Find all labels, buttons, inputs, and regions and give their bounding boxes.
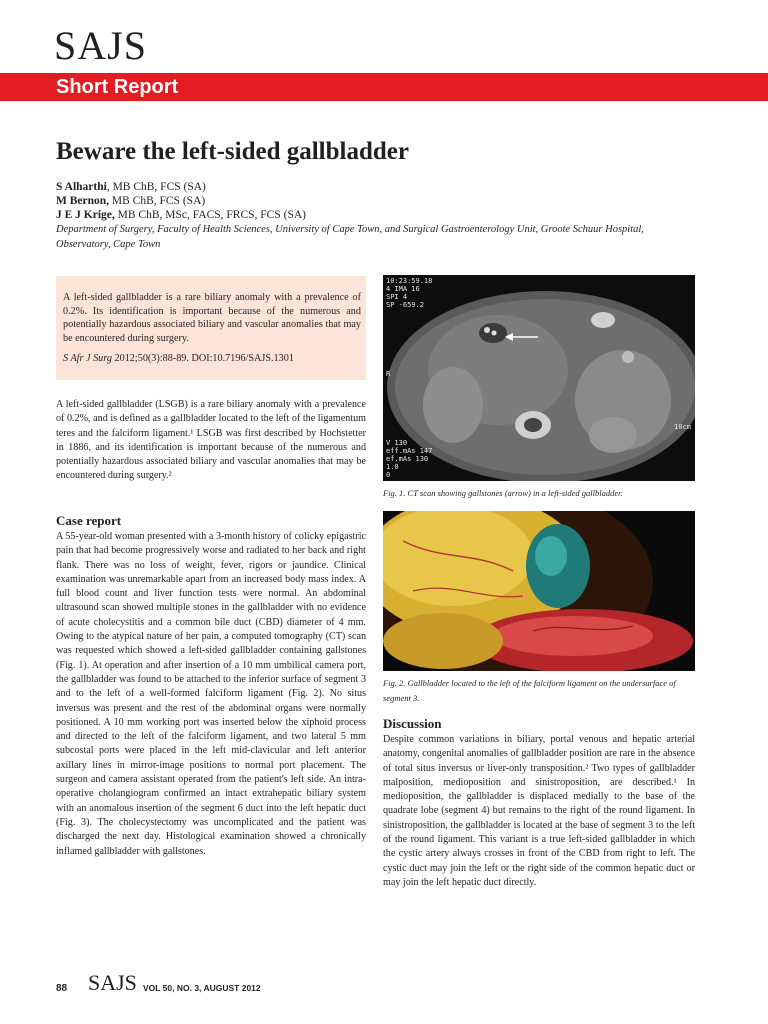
author-credentials: MB ChB, FCS (SA) bbox=[109, 195, 206, 207]
case-report-paragraph: A 55-year-old woman presented with a 3-month history of colicky epigastric pain that had become progressively worse and radiated to her back and right flank. There was no loss of weight, fever, rigors or jaundice. Clinical examination was unremarkable apart from an increased body mass index. A full blood count and liver function tests were normal. An abdominal ultrasound scan showed multiple stones in the gallbladder with no evidence of acute cholecystitis and a common bile duct (CBD) diameter of 4 mm. Owing to the atypical nature of her pain, a computed tomography (CT) scan was requested which showed a left-sided gallbladder containing gallstones (Fig. 1). At operation and after insertion of a 10 mm umbilical camera port, the gallbladder was found to be attached to the inferior surface of segment 3 and to the left of a well-formed falciform ligament (Fig. 2). No situs inversus was present and the rest of the abdominal organs were normally positioned. A 10 mm working port was inserted below the xiphoid process and directed to the left of the falciform ligament, and two lateral 5 mm subcostal ports were placed in the left mid-clavicular and left anterior axillary lines in mirror-image positions to normal port placement. The surgeon and camera assistant operated from the patient's left side. An intra-operative cholangiogram confirmed an intact extrahepatic biliary system with an anomalous insertion of the segment 6 duct into the left hepatic duct (Fig. 3). The cholecystectomy was uncomplicated and the patient was discharged the next day. Histological examination showed a chronically inflamed gallbladder with gallstones. bbox=[56, 531, 366, 857]
abstract-text: A left-sided gallbladder is a rare biliary anomaly with a prevalence of 0.2%. Its identification is important because of the numerous and potentially hazardous associated biliary and vascular anomalies that may be encountered during surgery. bbox=[63, 292, 361, 344]
laparoscopy-image bbox=[383, 511, 695, 671]
author-name: J E J Krige, bbox=[56, 209, 115, 221]
ct-overlay-line: 4 IMA 16 bbox=[386, 285, 420, 293]
citation-details: 2012;50(3):88-89. DOI:10.7196/SAJS.1301 bbox=[111, 353, 294, 364]
author-credentials: MB ChB, MSc, FACS, FRCS, FCS (SA) bbox=[114, 209, 306, 221]
author-name: M Bernon, bbox=[56, 195, 110, 207]
ct-overlay-line: eff.mAs 147 bbox=[386, 447, 433, 455]
ct-scale-label: 10cm bbox=[674, 423, 691, 431]
affiliation: Department of Surgery, Faculty of Health Sciences, University of Cape Town, and Surgical Gastroenterology Unit, Groote Schuur Hospital, Observatory, Cape Town bbox=[56, 224, 644, 250]
citation-journal: S Afr J Surg bbox=[63, 353, 112, 364]
footer-journal-logo: SAJS bbox=[88, 970, 137, 995]
author-credentials: , MB ChB, FCS (SA) bbox=[106, 181, 206, 193]
figure-1-ct-scan bbox=[383, 275, 695, 481]
journal-logo: SAJS bbox=[54, 23, 147, 68]
ct-overlay-line: SP -659.2 bbox=[386, 301, 424, 309]
figure-2-laparoscopy bbox=[383, 511, 695, 671]
ct-side-label: R bbox=[386, 370, 391, 378]
ct-overlay-line: SPI 4 bbox=[386, 293, 408, 301]
author-line bbox=[56, 180, 206, 194]
ct-overlay-line: 1.0 bbox=[386, 463, 399, 471]
article-title: Beware the left-sided gallbladder bbox=[56, 138, 409, 165]
ct-overlay-line: 0 bbox=[386, 471, 391, 479]
figure-2-caption: Fig. 2. Gallbladder located to the left of the falciform ligament on the undersurface of segment 3. bbox=[383, 678, 676, 703]
figure-1-caption: Fig. 1. CT scan showing gallstones (arrow) in a left-sided gallbladder. bbox=[383, 488, 623, 498]
ct-overlay-line: 10:23:59.18 bbox=[386, 277, 433, 285]
author-name: S Alharthi bbox=[56, 181, 107, 193]
ct-overlay-bottom bbox=[386, 439, 432, 479]
footer-issue: VOL 50, NO. 3, AUGUST 2012 bbox=[143, 983, 261, 993]
ct-overlay-line: ef.mAs 130 bbox=[386, 455, 429, 463]
intro-paragraph: A left-sided gallbladder (LSGB) is a rare biliary anomaly with a prevalence of 0.2%, and is defined as a gallbladder located to the left of the ligamentum teres and the falciform ligament.¹ LSGB was first described by Hochstetter in 1886, and its identification is important because of the numerous and potentially hazardous associated biliary and vascular anomalies that may be encountered during surgery.² bbox=[56, 399, 366, 482]
citation bbox=[63, 352, 361, 365]
discussion-paragraph: Despite common variations in biliary, portal venous and hepatic arterial anatomy, congenital anomalies of gallbladder position are rare in the absence of total situs inversus or liver-only transposition.² Two types of gallbladder malposition, medioposition and sinistroposition, are described.¹ In medioposition, the gallbladder is displaced medially to the base of the quadrate lobe (segment 4) but remains to the right of the round ligament. In sinistroposition, the gallbladder is located at the base of segment 3 to the left of the round ligament. This variant is a true left-sided gallbladder in which the cystic artery always crosses in front of the CBD from right to left. The cystic duct may join the left or the right side of the common hepatic duct or may join the left hepatic duct directly. bbox=[383, 734, 695, 888]
discussion-heading: Discussion bbox=[383, 716, 442, 731]
page-number: 88 bbox=[56, 983, 68, 994]
section-label: Short Report bbox=[56, 76, 179, 98]
ct-overlay-top bbox=[386, 277, 432, 309]
ct-overlay-line: V 130 bbox=[386, 439, 408, 447]
case-report-heading: Case report bbox=[56, 513, 122, 528]
author-line bbox=[56, 208, 306, 222]
author-line bbox=[56, 194, 205, 208]
